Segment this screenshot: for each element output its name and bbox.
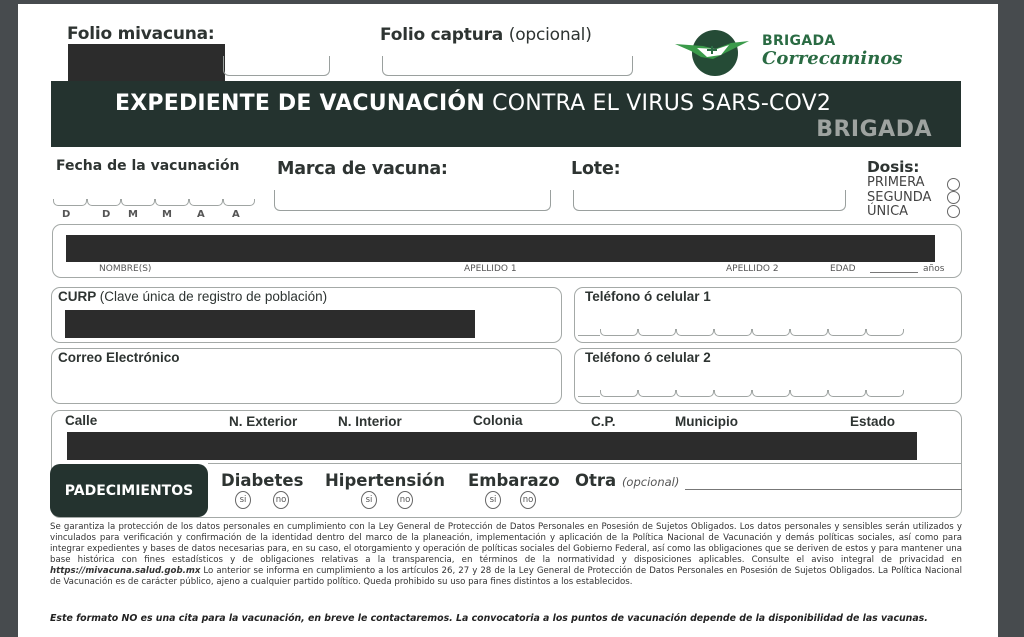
diabetes-si-option[interactable]: si (235, 491, 251, 509)
edad-unit: años (923, 264, 945, 274)
cp-label: C.P. (591, 414, 616, 429)
brigada-logo-icon (673, 27, 753, 79)
otra-label: Otra (opcional) (575, 471, 680, 490)
privacy-link[interactable]: https://mivacuna.salud.gob.mx (50, 566, 201, 577)
logo-brigada-text: BRIGADA (762, 33, 836, 49)
dosis-unica-radio[interactable] (947, 205, 960, 218)
correo-label: Correo Electrónico (58, 350, 180, 365)
form-page: Folio mivacuna: Folio captura (opcional) BRIGADA Correcaminos EXPEDIENTE DE VACUNACIÓN CONTRA EL VIRUS SARS-COV2 BRIGADA Fecha de la vacunación D D M M A A Marca de vacuna: Lote: Dosis: PRIMERA SEGUNDA ÚNICA NOMBRE(S) APELLIDO 1 APELLIDO 2 EDAD años CURP (Clave única de registro de población) Teléfono ó celular 1 Correo Electrónico Teléfono ó celular 2 Calle N. Exterior N. Interior Colonia C.P. Municipio Estado PADECIMIENTOS Diabetes si no Hipertensión si no Embarazo si no Otra (opcional) Se garantiza la protección de los datos personales en cumplimiento con la Ley General de Protección de Datos Personales en Posesión de Sujetos Obligados. Los datos personales y sensibles serán utilizados y vinculados para verificación y confirmación de la identidad dentro del marco de la planeación, implementación y aplicación de la Política Nacional de Vacunación y demás políticas sociales, así como para integrar expedientes y bases de datos necesarias para, en su caso, el otorgamiento y operación de políticas sociales del Gobierno Federal, así como las obligaciones que se deriven de estos y para mantener una base histórica con fines estadísticos y de obligaciones relativas a la transparencia, en términos de la normatividad y disposiciones aplicables. Consulte el aviso integral de privacidad en https://mivacuna.salud.gob.mx Lo anterior se informa en cumplimiento a los artículos 26, 27 y 28 de la Ley General de Protección de Datos Personales en Posesión de Sujetos Obligados. La Política Nacional de Vacunación es de carácter público, ajeno a cualquier partido político. Queda prohibido su uso para fines distintos a los establecidos. Este formato NO es una cita para la vacunación, en breve le contactaremos. La convocatoria a los puntos de vacunación depende de la disponibilidad de las vacunas. (18, 4, 998, 637)
embarazo-no-option[interactable]: no (520, 491, 536, 509)
diabetes-no-option[interactable]: no (273, 491, 289, 509)
telefono1-digit-ticks (578, 329, 904, 336)
dosis-options (867, 176, 931, 220)
curp-label: CURP (Clave única de registro de población) (58, 289, 328, 304)
nombre-label: NOMBRE(S) (99, 264, 152, 274)
logo-correcaminos-text: Correcaminos (762, 48, 903, 69)
telefono1-label: Teléfono ó celular 1 (585, 289, 711, 304)
estado-label: Estado (850, 414, 896, 429)
folio-mivacuna-field[interactable] (223, 56, 330, 76)
n-interior-label: N. Interior (338, 414, 402, 429)
title-banner (51, 81, 961, 147)
address-divider (208, 463, 962, 464)
banner-subtitle: BRIGADA (816, 117, 932, 142)
telefono2-label: Teléfono ó celular 2 (585, 350, 711, 365)
folio-mivacuna-redacted (68, 44, 225, 86)
apellido1-label: APELLIDO 1 (464, 264, 517, 274)
apellido2-label: APELLIDO 2 (726, 264, 779, 274)
calle-label: Calle (65, 413, 98, 428)
embarazo-si-option[interactable]: si (485, 491, 501, 509)
folio-captura-label: Folio captura (opcional) (380, 25, 592, 45)
embarazo-label: Embarazo (468, 471, 560, 490)
nombre-redacted (66, 235, 935, 262)
marca-vacuna-label: Marca de vacuna: (277, 159, 448, 179)
fecha-vacunacion-field[interactable] (53, 199, 255, 206)
address-redacted (67, 432, 917, 460)
otra-field[interactable] (685, 489, 962, 490)
dosis-option-primera: PRIMERA (867, 175, 925, 190)
hipertension-label: Hipertensión (325, 471, 445, 490)
dosis-label: Dosis: (867, 158, 920, 176)
lote-label: Lote: (571, 159, 621, 179)
marca-vacuna-field[interactable] (274, 190, 551, 211)
page-title: EXPEDIENTE DE VACUNACIÓN CONTRA EL VIRUS SARS-COV2 (115, 91, 832, 116)
fecha-vacunacion-label: Fecha de la vacunación (56, 158, 240, 174)
hipertension-no-option[interactable]: no (397, 491, 413, 509)
dosis-segunda-radio[interactable] (947, 191, 960, 204)
edad-label: EDAD (830, 264, 856, 274)
privacy-notice: Se garantiza la protección de los datos personales en cumplimiento con la Ley General de Protección de Datos Personales en Posesión de Sujetos Obligados. Los datos personales y sensibles serán utilizados y vinculados para verificación y confirmación de la identidad dentro del marco de la planeación, implementación y aplicación de la Política Nacional de Vacunación y demás políticas sociales, así como para integrar expedientes y bases de datos necesarias para, en su caso, el otorgamiento y operación de políticas sociales del Gobierno Federal, así como las obligaciones que se deriven de estos y para mantener una base histórica con fines estadísticos y de obligaciones relativas a la transparencia, en términos de la normatividad y disposiciones aplicables. Consulte el aviso integral de privacidad en https://mivacuna.salud.gob.mx Lo anterior se informa en cumplimiento a los artículos 26, 27 y 28 de la Ley General de Protección de Datos Personales en Posesión de Sujetos Obligados. La Política Nacional de Vacunación es de carácter público, ajeno a cualquier partido político. Queda prohibido su uso para fines distintos a los establecidos. (50, 522, 962, 588)
telefono2-digit-ticks (578, 390, 904, 397)
dosis-primera-radio[interactable] (947, 178, 960, 191)
colonia-label: Colonia (473, 413, 523, 428)
padecimientos-badge: PADECIMIENTOS (50, 464, 208, 517)
curp-redacted (65, 310, 475, 338)
diabetes-label: Diabetes (221, 471, 304, 490)
n-exterior-label: N. Exterior (229, 414, 298, 429)
dosis-option-unica: ÚNICA (867, 204, 909, 219)
dosis-option-segunda: SEGUNDA (867, 189, 932, 205)
appointment-notice: Este formato NO es una cita para la vacunación, en breve le contactaremos. La convocatoria a los puntos de vacunación depende de la disponibilidad de las vacunas. (50, 613, 928, 624)
folio-captura-field[interactable] (382, 56, 633, 76)
hipertension-si-option[interactable]: si (361, 491, 377, 509)
municipio-label: Municipio (675, 414, 738, 429)
lote-field[interactable] (573, 190, 846, 211)
folio-mivacuna-label: Folio mivacuna: (67, 24, 215, 44)
edad-field[interactable] (870, 272, 918, 273)
